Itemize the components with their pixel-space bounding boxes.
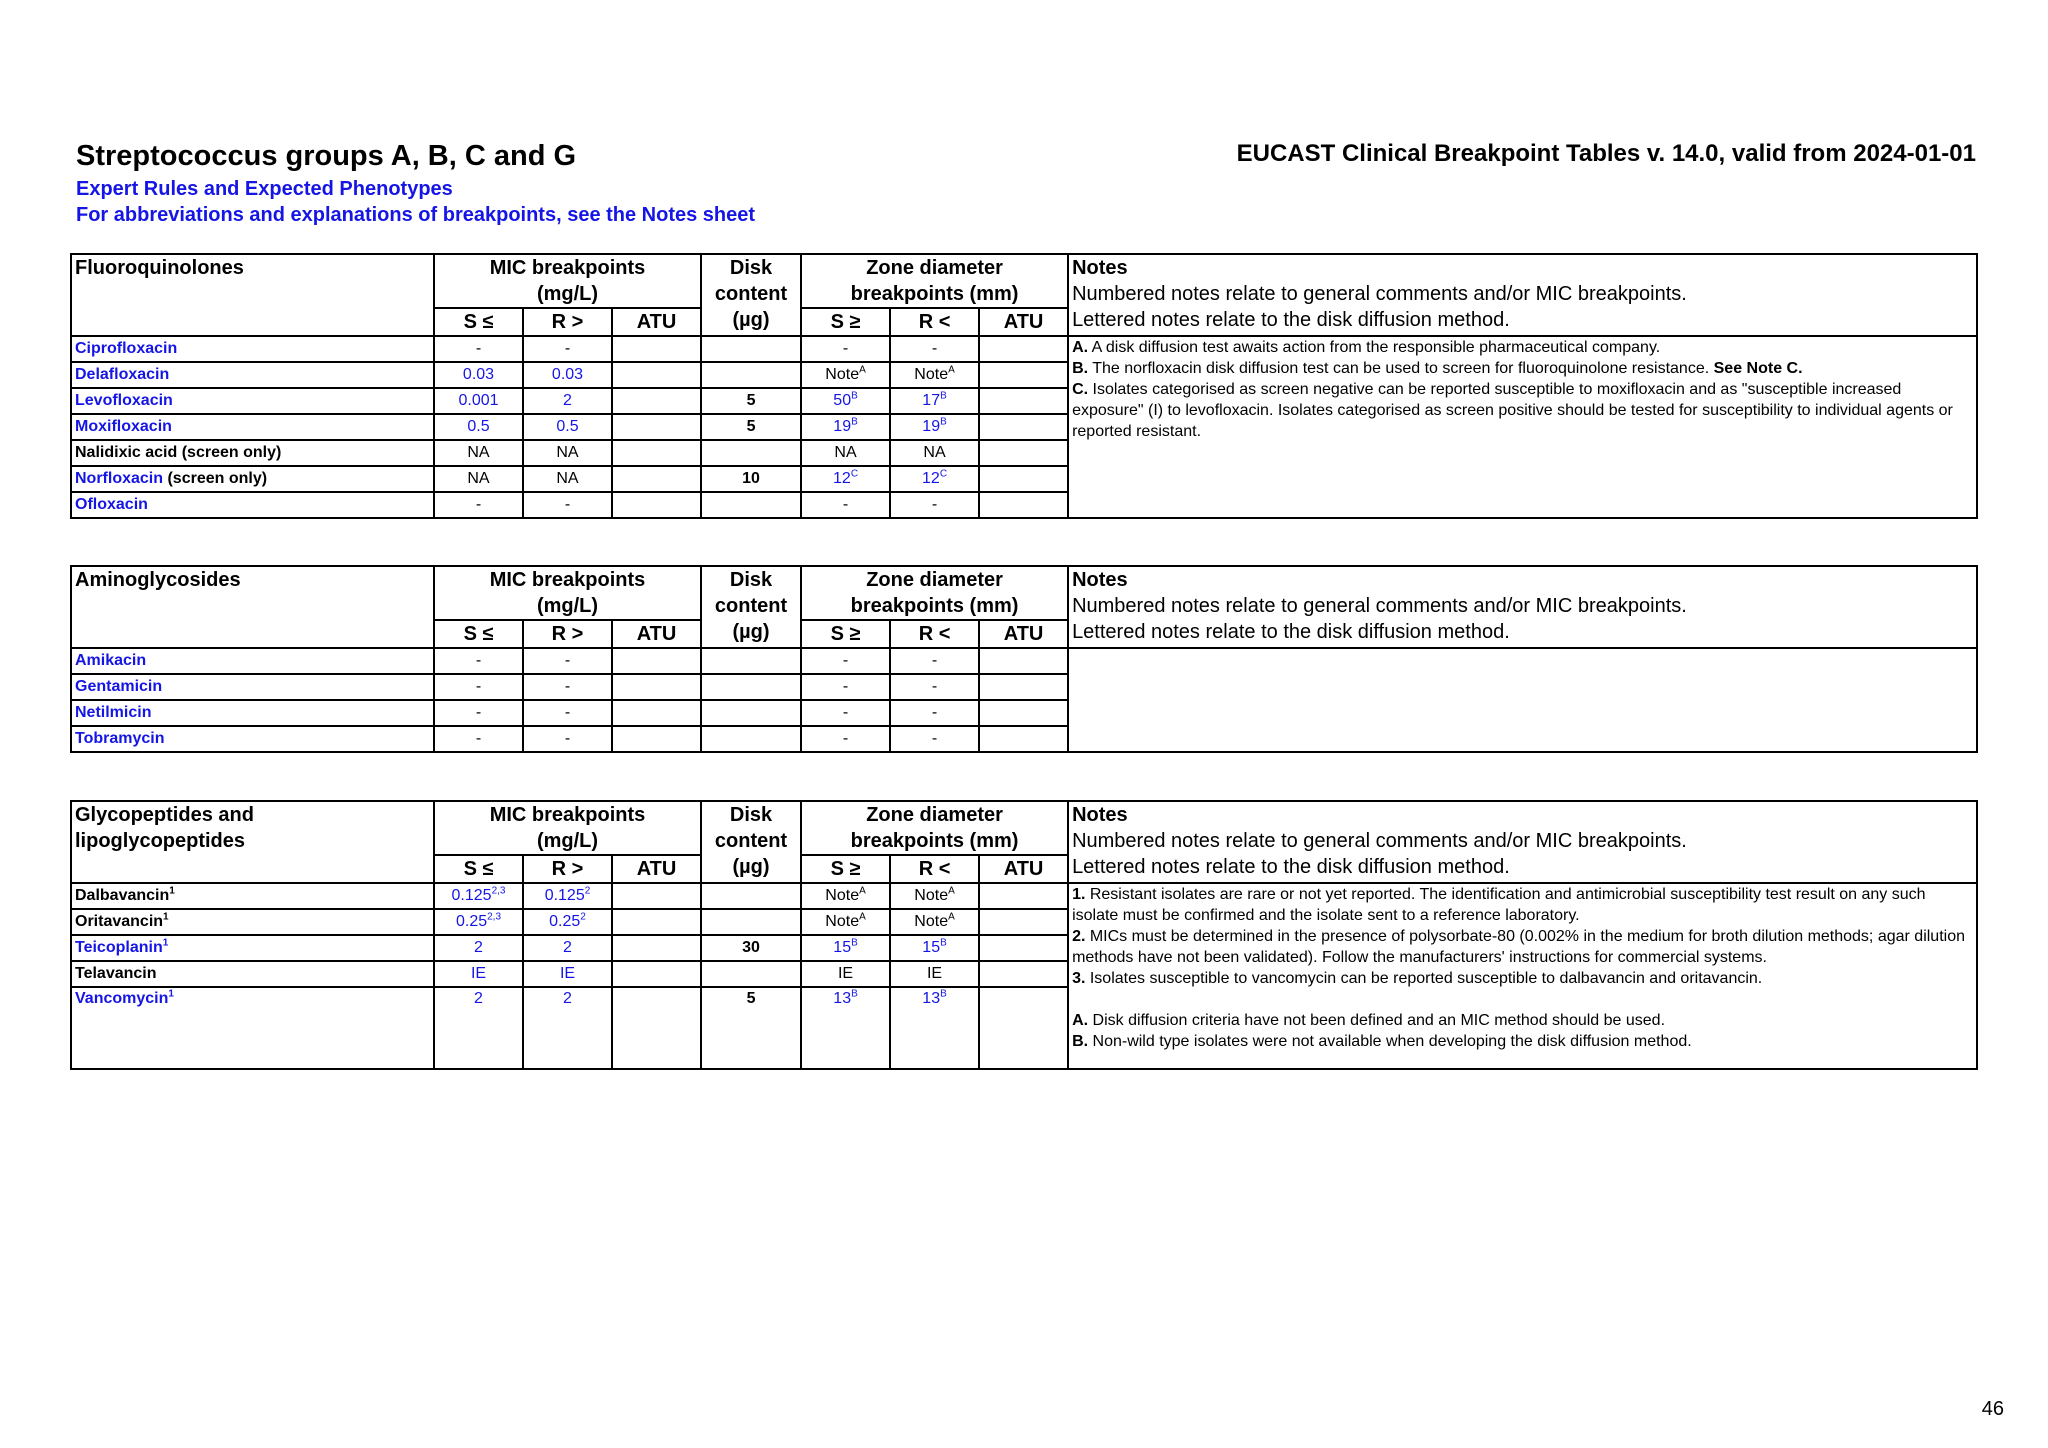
mic-atu-value [612, 414, 701, 440]
mic-r-value: - [523, 336, 612, 362]
mic-s-value: NA [434, 440, 523, 466]
zone-r-value: Note$^A$ [890, 909, 979, 935]
disk-content-header: Disk content (µg) [701, 254, 801, 336]
zone-atu-header: ATU [979, 620, 1068, 648]
zone-atu-header: ATU [979, 855, 1068, 883]
zone-r-value: $12^C$ [890, 466, 979, 492]
disk-value [701, 440, 801, 466]
mic-r-value: 0.5 [523, 414, 612, 440]
mic-s-value: 0.5 [434, 414, 523, 440]
notes-sheet-link[interactable]: For abbreviations and explanations of breakpoints, see the Notes sheet [76, 204, 756, 226]
disk-value: 10 [701, 466, 801, 492]
disk-value [701, 726, 801, 752]
disk-value [701, 883, 801, 909]
zone-s-value: Note$^A$ [801, 362, 890, 388]
disk-value [701, 961, 801, 987]
zone-atu-value [979, 414, 1068, 440]
zone-r-value: Note$^A$ [890, 883, 979, 909]
zone-r-value: $15^B$ [890, 935, 979, 961]
mic-s-header: S ≤ [434, 855, 523, 883]
notes-header: Notes Numbered notes relate to general comments and/or MIC breakpoints. Lettered notes relate to the disk diffusion method. [1068, 566, 1977, 648]
group-header-fluoroquinolones: Fluoroquinolones [71, 254, 434, 336]
zone-s-value: Note$^A$ [801, 909, 890, 935]
zone-s-value: Note$^A$ [801, 883, 890, 909]
table-row [71, 883, 1977, 909]
disk-value: 5 [701, 987, 801, 1069]
mic-atu-value [612, 388, 701, 414]
zone-atu-value [979, 987, 1068, 1069]
zone-r-value: NA [890, 440, 979, 466]
agent-link[interactable]: Levofloxacin [71, 388, 434, 414]
agent-link[interactable]: Tobramycin [71, 726, 434, 752]
mic-atu-value [612, 961, 701, 987]
agent-link[interactable]: Vancomycin$^1$ [71, 987, 434, 1069]
mic-atu-value [612, 987, 701, 1069]
mic-s-value: NA [434, 466, 523, 492]
mic-atu-header: ATU [612, 620, 701, 648]
mic-atu-value [612, 466, 701, 492]
disk-value [701, 909, 801, 935]
mic-atu-value [612, 492, 701, 518]
page-title: Streptococcus groups A, B, C and G [76, 140, 577, 172]
zone-s-value: $15^B$ [801, 935, 890, 961]
zone-r-value: - [890, 700, 979, 726]
mic-s-value: - [434, 674, 523, 700]
zone-atu-value [979, 362, 1068, 388]
fluoroquinolones-notes: A. A disk diffusion test awaits action from the responsible pharmaceutical company. B. The norfloxacin disk diffusion test can be used to screen for fluoroquinolone resistance. See Note C. C. Isolates categorised as screen negative can be reported susceptible to moxifloxacin and as "susceptible increased exposure" (I) to levofloxacin. Isolates categorised as screen positive should be tested for susceptibility to individual agents or reported resistant. [1068, 336, 1977, 518]
zone-s-value: - [801, 492, 890, 518]
mic-atu-header: ATU [612, 308, 701, 336]
zone-atu-value [979, 466, 1068, 492]
zone-r-value: - [890, 492, 979, 518]
disk-value [701, 336, 801, 362]
notes-header: Notes Numbered notes relate to general comments and/or MIC breakpoints. Lettered notes relate to the disk diffusion method. [1068, 801, 1977, 883]
zone-r-value: - [890, 726, 979, 752]
mic-r-value: 2 [523, 935, 612, 961]
agent-link[interactable]: Gentamicin [71, 674, 434, 700]
mic-s-header: S ≤ [434, 620, 523, 648]
mic-s-value: IE [434, 961, 523, 987]
page-number: 46 [1981, 1398, 2004, 1420]
mic-breakpoints-header: MIC breakpoints (mg/L) [434, 254, 701, 308]
zone-r-value: - [890, 674, 979, 700]
agent-link[interactable]: Norfloxacin [75, 470, 164, 487]
mic-r-value: 2 [523, 987, 612, 1069]
zone-s-header: S ≥ [801, 855, 890, 883]
mic-r-value: 0.03 [523, 362, 612, 388]
mic-r-value: NA [523, 466, 612, 492]
zone-s-value: IE [801, 961, 890, 987]
agent-cell: Norfloxacin (screen only) [71, 466, 434, 492]
zone-atu-value [979, 883, 1068, 909]
disk-content-header: Disk content (µg) [701, 801, 801, 883]
agent-link[interactable]: Ofloxacin [71, 492, 434, 518]
zone-atu-value [979, 726, 1068, 752]
zone-atu-value [979, 961, 1068, 987]
mic-breakpoints-header: MIC breakpoints (mg/L) [434, 801, 701, 855]
zone-s-value: $12^C$ [801, 466, 890, 492]
mic-s-value: 0.03 [434, 362, 523, 388]
disk-value [701, 674, 801, 700]
zone-s-value: - [801, 700, 890, 726]
agent-name: Nalidixic acid (screen only) [71, 440, 434, 466]
zone-s-header: S ≥ [801, 620, 890, 648]
zone-r-value: $19^B$ [890, 414, 979, 440]
agent-name: Oritavancin$^1$ [71, 909, 434, 935]
mic-s-value: - [434, 726, 523, 752]
zone-r-value: - [890, 648, 979, 674]
zone-r-header: R < [890, 308, 979, 336]
mic-s-value: 0.125$^{2,3}$ [434, 883, 523, 909]
mic-atu-value [612, 726, 701, 752]
disk-content-header: Disk content (µg) [701, 566, 801, 648]
mic-atu-value [612, 362, 701, 388]
mic-atu-value [612, 909, 701, 935]
zone-atu-value [979, 700, 1068, 726]
mic-atu-value [612, 674, 701, 700]
agent-name: Telavancin [71, 961, 434, 987]
mic-r-value: - [523, 648, 612, 674]
zone-s-value: - [801, 648, 890, 674]
agent-link[interactable]: Netilmicin [71, 700, 434, 726]
mic-breakpoints-header: MIC breakpoints (mg/L) [434, 566, 701, 620]
zone-atu-value [979, 648, 1068, 674]
zone-r-value: IE [890, 961, 979, 987]
mic-s-value: 0.001 [434, 388, 523, 414]
zone-s-value: - [801, 726, 890, 752]
mic-r-header: R > [523, 308, 612, 336]
mic-atu-value [612, 648, 701, 674]
zone-r-value: $17^B$ [890, 388, 979, 414]
mic-s-value: - [434, 648, 523, 674]
mic-r-value: NA [523, 440, 612, 466]
zone-s-value: $19^B$ [801, 414, 890, 440]
agent-link[interactable]: Ciprofloxacin [71, 336, 434, 362]
zone-diameter-header: Zone diameter breakpoints (mm) [801, 566, 1068, 620]
mic-atu-value [612, 440, 701, 466]
mic-s-header: S ≤ [434, 308, 523, 336]
expert-rules-link[interactable]: Expert Rules and Expected Phenotypes [76, 178, 453, 200]
zone-diameter-header: Zone diameter breakpoints (mm) [801, 801, 1068, 855]
zone-atu-value [979, 492, 1068, 518]
zone-atu-value [979, 909, 1068, 935]
table-row [71, 648, 1977, 674]
disk-value: 5 [701, 414, 801, 440]
zone-s-value: NA [801, 440, 890, 466]
mic-r-header: R > [523, 855, 612, 883]
mic-r-value: 2 [523, 388, 612, 414]
zone-r-value: - [890, 336, 979, 362]
aminoglycosides-table [70, 565, 1978, 753]
mic-r-value: IE [523, 961, 612, 987]
zone-atu-value [979, 935, 1068, 961]
mic-r-value: - [523, 726, 612, 752]
zone-r-header: R < [890, 855, 979, 883]
mic-r-value: 0.125$^2$ [523, 883, 612, 909]
table-row [71, 336, 1977, 362]
agent-link[interactable]: Moxifloxacin [71, 414, 434, 440]
agent-link[interactable]: Delafloxacin [71, 362, 434, 388]
zone-s-value: - [801, 674, 890, 700]
mic-r-header: R > [523, 620, 612, 648]
zone-r-value: Note$^A$ [890, 362, 979, 388]
disk-value: 30 [701, 935, 801, 961]
agent-link[interactable]: Teicoplanin$^1$ [71, 935, 434, 961]
group-header-aminoglycosides: Aminoglycosides [71, 566, 434, 648]
mic-r-value: - [523, 492, 612, 518]
disk-value [701, 492, 801, 518]
mic-r-value: - [523, 674, 612, 700]
disk-value: 5 [701, 388, 801, 414]
mic-s-value: - [434, 492, 523, 518]
disk-value [701, 700, 801, 726]
zone-s-value: - [801, 336, 890, 362]
zone-atu-value [979, 674, 1068, 700]
mic-s-value: 0.25$^{2,3}$ [434, 909, 523, 935]
mic-atu-value [612, 883, 701, 909]
aminoglycosides-notes [1068, 648, 1977, 752]
fluoroquinolones-table [70, 253, 1978, 519]
zone-r-value: $13^B$ [890, 987, 979, 1069]
disk-value [701, 362, 801, 388]
mic-atu-header: ATU [612, 855, 701, 883]
zone-s-value: $13^B$ [801, 987, 890, 1069]
zone-atu-value [979, 388, 1068, 414]
zone-s-value: $50^B$ [801, 388, 890, 414]
agent-link[interactable]: Amikacin [71, 648, 434, 674]
zone-s-header: S ≥ [801, 308, 890, 336]
mic-s-value: - [434, 336, 523, 362]
notes-header: Notes Numbered notes relate to general comments and/or MIC breakpoints. Lettered notes relate to the disk diffusion method. [1068, 254, 1977, 336]
disk-value [701, 648, 801, 674]
zone-atu-header: ATU [979, 308, 1068, 336]
mic-atu-value [612, 336, 701, 362]
glycopeptides-notes: 1. Resistant isolates are rare or not yet reported. The identification and antimicrobial susceptibility test result on any such isolate must be confirmed and the isolate sent to a reference laboratory. 2. MICs must be determined in the presence of polysorbate-80 (0.002% in the medium for broth dilution methods; agar dilution methods have not been validated). Follow the manufacturers' instructions for commercial systems. 3. Isolates susceptible to vancomycin can be reported susceptible to dalbavancin and oritavancin. A. Disk diffusion criteria have not been defined and an MIC method should be used. B. Non-wild type isolates were not available when developing the disk diffusion method. [1068, 883, 1977, 1069]
zone-atu-value [979, 440, 1068, 466]
zone-atu-value [979, 336, 1068, 362]
glycopeptides-table [70, 800, 1978, 1070]
group-header-glycopeptides: Glycopeptides and lipoglycopeptides [71, 801, 434, 883]
mic-r-value: 0.25$^2$ [523, 909, 612, 935]
zone-r-header: R < [890, 620, 979, 648]
mic-atu-value [612, 700, 701, 726]
mic-atu-value [612, 935, 701, 961]
mic-s-value: - [434, 700, 523, 726]
document-version-title: EUCAST Clinical Breakpoint Tables v. 14.0, valid from 2024-01-01 [1236, 140, 1976, 167]
agent-name: Dalbavancin$^1$ [71, 883, 434, 909]
zone-diameter-header: Zone diameter breakpoints (mm) [801, 254, 1068, 308]
mic-r-value: - [523, 700, 612, 726]
mic-s-value: 2 [434, 935, 523, 961]
mic-s-value: 2 [434, 987, 523, 1069]
